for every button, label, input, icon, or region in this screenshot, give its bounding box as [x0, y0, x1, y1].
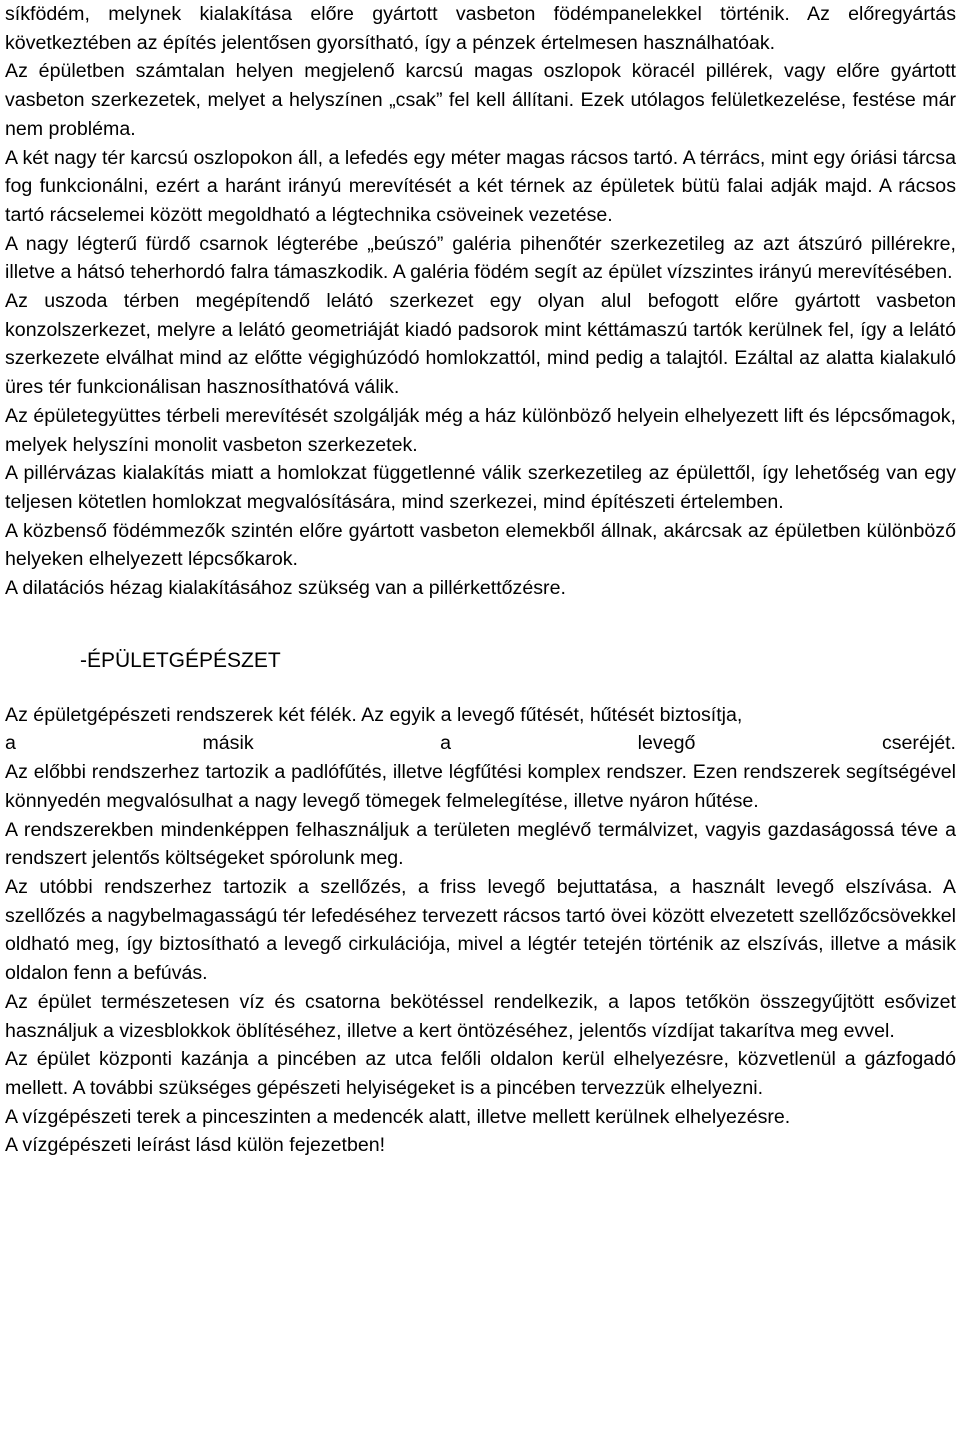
paragraph-grandstand: Az uszoda térben megépítendő lelátó szerkezet egy olyan alul befogott előre gyártott vasbeton konzolszerkezet, melyre a lelátó geometriáját kiadó padsorok mint kéttámaszú tartók kerülnek fel, így a lelátó szerkezete elválhat mind az előtte végighúzódó homlokzattól, mind pedig a talajtól. Ezáltal az alatta kialakuló üres tér funkcionálisan hasznosíthatóvá válik. — [5, 290, 956, 399]
paragraph-columns: Az épületben számtalan helyen megjelenő karcsú magas oszlopok köracél pillérek, vagy előre gyártott vasbeton szerkezetek, melyet a helyszínen „csak” fel kell állítani. Ezek utólagos felületkezelése, festése már nem probléma. — [5, 60, 956, 140]
paragraph-thermal-water: A rendszerekben mindenképpen felhasználjuk a területen meglévő termálvizet, vagyis gazdaságossá téve a rendszert jelentős költségeket spórolunk meg. — [5, 818, 956, 870]
paragraph-space-truss: A két nagy tér karcsú oszlopokon áll, a lefedés egy méter magas rácsos tartó. A térrács, mint egy óriási tárcsa fog funkcionálni, ezért a haránt irányú merevítését a két térnek az épületek bütü falai adják majd. A rácsos tartó rácselemei között megoldható a légtechnika csöveinek vezetése. — [5, 146, 956, 226]
paragraph-floor-fields: A közbenső födémmezők szintén előre gyártott vasbeton elemekből állnak, akárcsak az épületben különböző helyeken elhelyezett lépcsőkarok. — [5, 519, 956, 571]
paragraph-ventilation: Az utóbbi rendszerhez tartozik a szellőzés, a friss levegő bejuttatása, a használt levegő elszívása. A szellőzés a nagybelmagasságú tér lefedéséhez tervezett rácsos tartó övei között elvezetett szellőzőcsövekkel oldható meg, így biztosítható a levegő cirkulációja, mivel a légtér tetején történik az elszívás, illetve a másik oldalon fenn a befúvás. — [5, 875, 956, 985]
paragraph-boiler: Az épület központi kazánja a pincében az utca felőli oldalon kerül elhelyezésre, közvetlenül a gázfogadó mellett. A további szükséges gépészeti helyiségeket is a pincében tervezzük elhelyezni. — [5, 1048, 956, 1099]
mechanical-section — [5, 701, 956, 1160]
paragraph-reference: A vízgépészeti leírást lásd külön fejezetben! — [5, 1134, 386, 1157]
paragraph-dilatation: A dilatációs hézag kialakításához szükség van a pillérkettőzésre. — [5, 577, 566, 600]
paragraph-gallery: A nagy légterű fürdő csarnok légterébe „beúszó” galéria pihenőtér szerkezetileg az azt átszúró pillérekre, illetve a hátsó teherhordó falra támaszkodik. A galéria födém segít az épület vízszintes irányú merevítésében. — [5, 232, 956, 284]
paragraph-facade: A pillérvázas kialakítás miatt a homlokzat függetlenné válik szerkezetileg az épülettől, így lehetőség van egy teljesen kötetlen homlokzat megvalósítására, mind szerkezei, mind építészeti értelemben. — [5, 462, 956, 513]
heading-container — [5, 603, 956, 701]
paragraph-prefabrication: síkfödém, melynek kialakítása előre gyártott vasbeton födémpanelekkel történik. Az előregyártás következtében az építés jelentősen gyorsítható, így a pénzek értelmesen használhatóak. — [5, 3, 956, 54]
paragraph-bracing: Az épületegyüttes térbeli merevítését szolgálják még a ház különböző helyein elhelyezett lift és lépcsőmagok, melyek helyszíni monolit vasbeton szerkezetek. — [5, 404, 956, 456]
section-heading: -ÉPÜLETGÉPÉSZET — [80, 648, 281, 672]
paragraph-heating: Az előbbi rendszerhez tartozik a padlófűtés, illetve légfűtési komplex rendszer. Ezen rendszerek segítségével könnyedén megvalósulhat a nagy levegő tömegek felmelegítése, illetve nyáron hűtése. — [5, 761, 956, 812]
paragraph-systems-line1: Az épületgépészeti rendszerek két félék. Az egyik a levegő fűtését, hűtését biztosítja, — [5, 703, 743, 726]
structure-section — [5, 0, 956, 603]
paragraph-systems-line2: a másik a levegő cseréjét. — [5, 732, 956, 755]
paragraph-water-mechanical: A vízgépészeti terek a pinceszinten a medencék alatt, illetve mellett kerülnek elhelyezésre. — [5, 1105, 791, 1128]
paragraph-water-drainage: Az épület természetesen víz és csatorna bekötéssel rendelkezik, a lapos tetőkön összegyűjtött esővizet használjuk a vizesblokkok öblítéséhez, illetve a kert öntözéséhez, jelentős vízdíjat takarítva meg evvel. — [5, 990, 956, 1042]
